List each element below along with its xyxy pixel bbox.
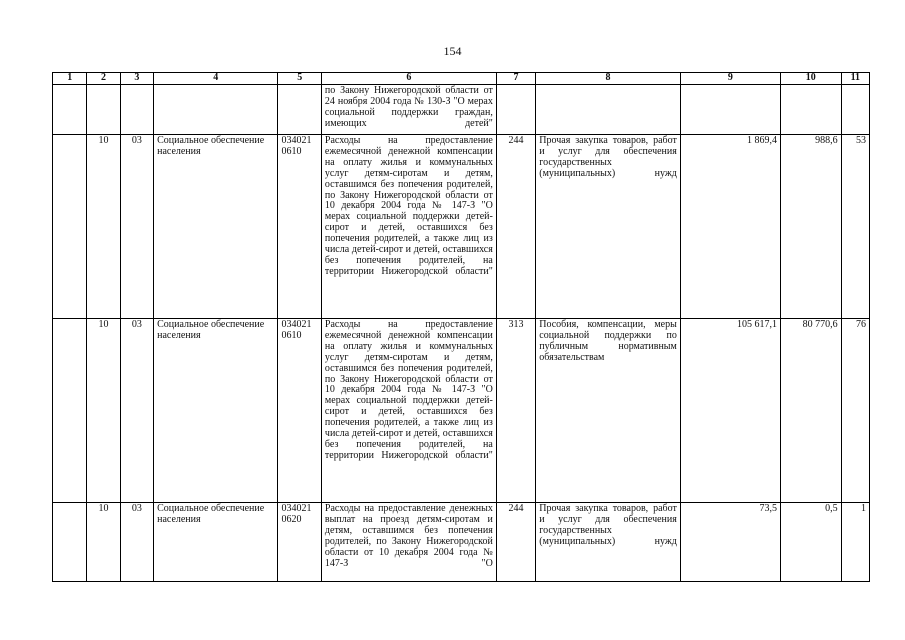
cell-col9 [680,85,780,135]
col-header-1: 1 [53,73,87,85]
table-row [53,135,870,319]
cell-expense-type-name: Прочая закупка товаров, работ и услуг для обеспечения государственных (муниципальных) нужд [536,135,681,319]
col-header-5: 5 [278,73,321,85]
cell-col3 [120,85,153,135]
cell-col2 [87,85,120,135]
table-row [53,503,870,582]
cell-section: 10 [87,503,120,582]
cell-planned-amount: 105 617,1 [680,319,780,503]
col-header-6: 6 [321,73,496,85]
cell-col1 [53,135,87,319]
cell-col10 [780,85,841,135]
col-header-10: 10 [780,73,841,85]
col-header-9: 9 [680,73,780,85]
cell-planned-amount: 73,5 [680,503,780,582]
cell-col5 [278,85,321,135]
cell-col7 [496,85,535,135]
cell-expense-type-code: 313 [496,319,535,503]
header-row [53,73,870,85]
col-header-2: 2 [87,73,120,85]
cell-subsection: 03 [120,319,153,503]
cell-col11 [841,85,869,135]
cell-description: Расходы на предоставление ежемесячной денежной компенсации на оплату жилья и коммунальных услуг детям-сиротам и детям, оставшимся без попечения родителей, по Закону Нижегородской области от 10 декабря 2004 года № 147-З "О мерах социальной поддержки детей-сирот и детей, оставшихся без попечения родителей, а также лиц из числа детей-сирот и детей, оставшихся без попечения родителей, на территории Нижегородской области" [321,135,496,319]
col-header-3: 3 [120,73,153,85]
cell-executed-amount: 0,5 [780,503,841,582]
cell-executed-amount: 80 770,6 [780,319,841,503]
col-header-8: 8 [536,73,681,85]
col-header-7: 7 [496,73,535,85]
cell-section-name: Социальное обеспечение населения [154,503,278,582]
cell-col1 [53,85,87,135]
cell-subsection: 03 [120,503,153,582]
table-row [53,85,870,135]
col-header-4: 4 [154,73,278,85]
cell-section: 10 [87,135,120,319]
cell-description: по Закону Нижегородской области от 24 ноября 2004 года № 130-З "О мерах социальной поддержки граждан, имеющих детей" [321,85,496,135]
cell-description: Расходы на предоставление ежемесячной денежной компенсации на оплату жилья и коммунальных услуг детям-сиротам и детям, оставшимся без попечения родителей, по Закону Нижегородской области от 10 декабря 2004 года № 147-З "О мерах социальной поддержки детей-сирот и детей, оставшихся без попечения родителей, а также лиц из числа детей-сирот и детей, оставшихся без попечения родителей, на территории Нижегородской области" [321,319,496,503]
table-row [53,319,870,503]
cell-percent: 1 [841,503,869,582]
cell-col1 [53,503,87,582]
cell-percent: 53 [841,135,869,319]
cell-expense-type-code: 244 [496,503,535,582]
cell-col4 [154,85,278,135]
cell-planned-amount: 1 869,4 [680,135,780,319]
cell-section-name: Социальное обеспечение населения [154,135,278,319]
cell-subsection: 03 [120,135,153,319]
cell-expense-type-code: 244 [496,135,535,319]
cell-col1 [53,319,87,503]
col-header-11: 11 [841,73,869,85]
cell-percent: 76 [841,319,869,503]
cell-target-code: 034021 0610 [278,319,321,503]
cell-expense-type-name: Пособия, компенсации, меры социальной поддержки по публичным нормативным обязательствам [536,319,681,503]
cell-expense-type-name: Прочая закупка товаров, работ и услуг для обеспечения государственных (муниципальных) нужд [536,503,681,582]
cell-col8 [536,85,681,135]
cell-description: Расходы на предоставление денежных выплат на проезд детям-сиротам и детям, оставшимся без попечения родителей, по Закону Нижегородской области от 10 декабря 2004 года № 147-З "О [321,503,496,582]
cell-executed-amount: 988,6 [780,135,841,319]
cell-target-code: 034021 0620 [278,503,321,582]
cell-section: 10 [87,319,120,503]
cell-target-code: 034021 0610 [278,135,321,319]
cell-section-name: Социальное обеспечение населения [154,319,278,503]
page-number: 154 [443,44,462,58]
budget-table [52,72,870,582]
